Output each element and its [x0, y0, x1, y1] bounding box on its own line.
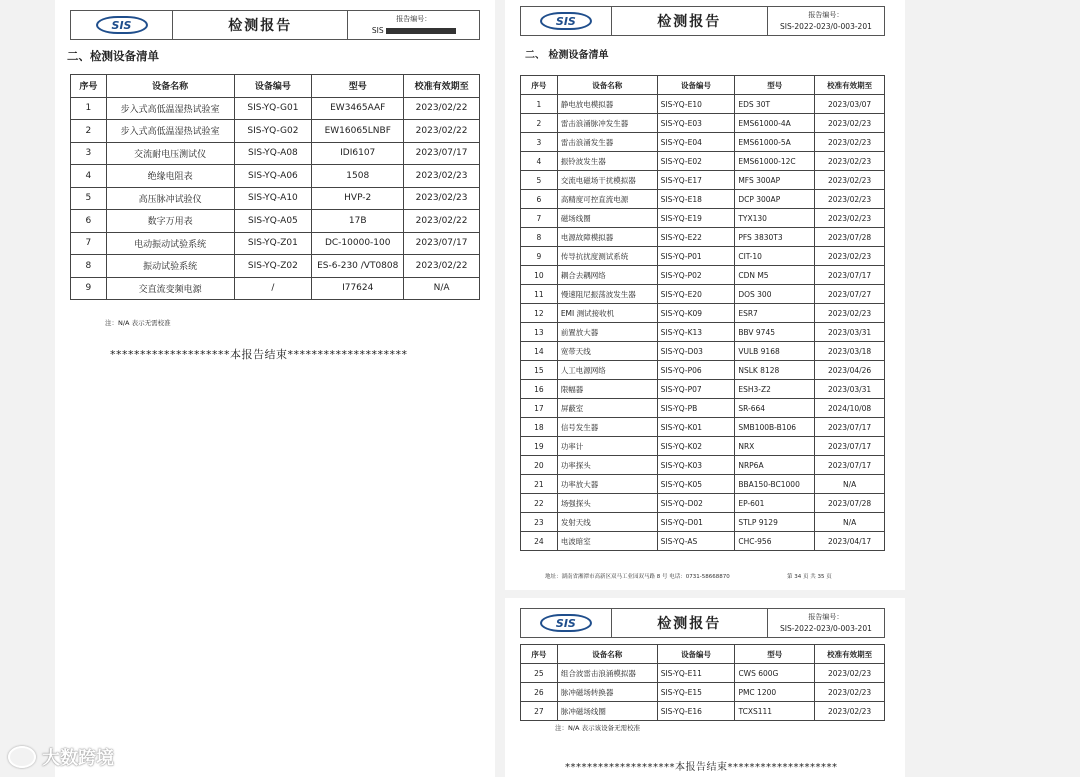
table-row: [521, 513, 885, 532]
column-header: 型号: [735, 76, 815, 95]
sis-logo: SIS: [71, 11, 173, 39]
table-row: [521, 380, 885, 399]
equipment-id-cell: SIS-YQ-A10: [234, 187, 312, 210]
equipment-name-cell: 传导抗扰度测试系统: [557, 247, 657, 266]
row-index-cell: 20: [521, 456, 558, 475]
equipment-id-cell: SIS-YQ-K09: [657, 304, 735, 323]
model-cell: ES-6-230 /VT0808: [312, 255, 404, 278]
table-row: [521, 342, 885, 361]
equipment-id-cell: SIS-YQ-E18: [657, 190, 735, 209]
equipment-id-cell: SIS-YQ-Z02: [234, 255, 312, 278]
table-row: [71, 120, 480, 143]
row-index-cell: 10: [521, 266, 558, 285]
model-cell: EW3465AAF: [312, 97, 404, 120]
model-cell: TYX130: [735, 209, 815, 228]
row-index-cell: 14: [521, 342, 558, 361]
equipment-id-cell: SIS-YQ-G02: [234, 120, 312, 143]
column-header: 校准有效期至: [815, 645, 885, 664]
calibration-date-cell: 2023/03/31: [815, 323, 885, 342]
equipment-name-cell: 发射天线: [557, 513, 657, 532]
table-row: [521, 456, 885, 475]
equipment-id-cell: SIS-YQ-K03: [657, 456, 735, 475]
report-number: 报告编号： SIS: [348, 11, 479, 39]
calibration-date-cell: 2023/02/23: [815, 133, 885, 152]
model-cell: EMS61000-12C: [735, 152, 815, 171]
model-cell: PFS 3830T3: [735, 228, 815, 247]
row-index-cell: 6: [71, 210, 107, 233]
calibration-date-cell: 2023/02/23: [815, 247, 885, 266]
table-row: [521, 228, 885, 247]
row-index-cell: 26: [521, 683, 558, 702]
equipment-id-cell: SIS-YQ-P02: [657, 266, 735, 285]
model-cell: EMS61000-5A: [735, 133, 815, 152]
calibration-date-cell: 2023/02/22: [404, 210, 480, 233]
equipment-name-cell: 振动试验系统: [106, 255, 234, 278]
model-cell: ESR7: [735, 304, 815, 323]
column-header: 序号: [521, 645, 558, 664]
model-cell: EDS 30T: [735, 95, 815, 114]
footer-address: 地址：湖南省湘潭市高新区双马工业园双马路 8 号 电话：0731-58668870: [545, 574, 730, 580]
row-index-cell: 3: [521, 133, 558, 152]
row-index-cell: 25: [521, 664, 558, 683]
calibration-date-cell: 2023/02/23: [815, 152, 885, 171]
row-index-cell: 8: [521, 228, 558, 247]
model-cell: CHC-956: [735, 532, 815, 551]
model-cell: VULB 9168: [735, 342, 815, 361]
row-index-cell: 1: [521, 95, 558, 114]
equipment-table: [520, 75, 885, 551]
table-row: [71, 277, 480, 300]
table-row: [521, 190, 885, 209]
row-index-cell: 19: [521, 437, 558, 456]
table-row: [521, 361, 885, 380]
model-cell: HVP-2: [312, 187, 404, 210]
table-row: [521, 209, 885, 228]
row-index-cell: 2: [521, 114, 558, 133]
model-cell: BBV 9745: [735, 323, 815, 342]
calibration-date-cell: 2023/02/23: [404, 187, 480, 210]
equipment-id-cell: SIS-YQ-P01: [657, 247, 735, 266]
model-cell: CIT-10: [735, 247, 815, 266]
table-row: [521, 418, 885, 437]
report-title: 检测报告: [173, 11, 348, 39]
report-number: 报告编号： SIS-2022-023/0-003-201: [779, 613, 872, 633]
equipment-name-cell: 信号发生器: [557, 418, 657, 437]
row-index-cell: 5: [71, 187, 107, 210]
table-row: [521, 95, 885, 114]
model-cell: NRP6A: [735, 456, 815, 475]
report-page-2: [505, 0, 905, 590]
calibration-date-cell: 2023/02/23: [815, 702, 885, 721]
table-row: [71, 232, 480, 255]
table-row: [521, 133, 885, 152]
equipment-id-cell: SIS-YQ-A08: [234, 142, 312, 165]
table-row: [521, 494, 885, 513]
calibration-date-cell: 2023/07/28: [815, 494, 885, 513]
equipment-name-cell: 人工电源网络: [557, 361, 657, 380]
equipment-name-cell: 电波暗室: [557, 532, 657, 551]
equipment-id-cell: SIS-YQ-A06: [234, 165, 312, 188]
equipment-id-cell: SIS-YQ-K05: [657, 475, 735, 494]
model-cell: I77624: [312, 277, 404, 300]
row-index-cell: 8: [71, 255, 107, 278]
equipment-id-cell: SIS-YQ-E17: [657, 171, 735, 190]
equipment-name-cell: 限幅器: [557, 380, 657, 399]
model-cell: 1508: [312, 165, 404, 188]
table-row: [521, 171, 885, 190]
equipment-id-cell: SIS-YQ-E04: [657, 133, 735, 152]
column-header: 序号: [71, 75, 107, 98]
column-header: 序号: [521, 76, 558, 95]
equipment-id-cell: SIS-YQ-A05: [234, 210, 312, 233]
equipment-id-cell: SIS-YQ-D03: [657, 342, 735, 361]
table-row: [521, 702, 885, 721]
calibration-date-cell: 2023/02/22: [404, 255, 480, 278]
equipment-name-cell: 电源故障模拟器: [557, 228, 657, 247]
row-index-cell: 1: [71, 97, 107, 120]
calibration-date-cell: 2023/02/23: [815, 683, 885, 702]
equipment-id-cell: SIS-YQ-G01: [234, 97, 312, 120]
sis-logo: SIS: [521, 7, 612, 35]
equipment-id-cell: SIS-YQ-E11: [657, 664, 735, 683]
calibration-date-cell: 2023/02/23: [815, 209, 885, 228]
equipment-id-cell: SIS-YQ-E19: [657, 209, 735, 228]
model-cell: 17B: [312, 210, 404, 233]
row-index-cell: 7: [521, 209, 558, 228]
table-row: [521, 266, 885, 285]
calibration-date-cell: 2023/03/07: [815, 95, 885, 114]
calibration-date-cell: N/A: [815, 475, 885, 494]
model-cell: PMC 1200: [735, 683, 815, 702]
model-cell: EMS61000-4A: [735, 114, 815, 133]
table-row: [521, 437, 885, 456]
report-end: ********************本报告结束********************: [565, 762, 838, 773]
calibration-date-cell: 2023/07/27: [815, 285, 885, 304]
model-cell: DCP 300AP: [735, 190, 815, 209]
table-row: [521, 683, 885, 702]
equipment-table: [520, 644, 885, 721]
calibration-date-cell: 2023/03/31: [815, 380, 885, 399]
report-page-1: [55, 0, 495, 777]
section-title: 二、检测设备清单: [67, 49, 159, 63]
column-header: 设备名称: [106, 75, 234, 98]
table-row: [71, 142, 480, 165]
report-number: 报告编号： SIS-2022-023/0-003-201: [779, 11, 872, 31]
calibration-date-cell: 2023/02/23: [815, 664, 885, 683]
table-row: [71, 210, 480, 233]
calibration-date-cell: 2023/02/22: [404, 97, 480, 120]
calibration-date-cell: 2023/07/17: [404, 142, 480, 165]
equipment-id-cell: SIS-YQ-E16: [657, 702, 735, 721]
row-index-cell: 23: [521, 513, 558, 532]
report-header: [520, 608, 885, 638]
equipment-name-cell: 脉冲磁场线圈: [557, 702, 657, 721]
equipment-name-cell: 功率探头: [557, 456, 657, 475]
calibration-date-cell: 2023/07/17: [815, 437, 885, 456]
footer-page-number: 第 34 页 共 35 页: [787, 574, 832, 580]
model-cell: BBA150-BC1000: [735, 475, 815, 494]
table-row: [521, 114, 885, 133]
row-index-cell: 17: [521, 399, 558, 418]
table-row: [521, 532, 885, 551]
watermark-logo-icon: [8, 746, 36, 768]
watermark: 大数跨境: [8, 744, 114, 770]
column-header: 设备编号: [657, 645, 735, 664]
row-index-cell: 22: [521, 494, 558, 513]
calibration-date-cell: 2023/02/22: [404, 120, 480, 143]
equipment-name-cell: 前置放大器: [557, 323, 657, 342]
column-header: 型号: [312, 75, 404, 98]
equipment-name-cell: 绝缘电阻表: [106, 165, 234, 188]
row-index-cell: 9: [71, 277, 107, 300]
row-index-cell: 16: [521, 380, 558, 399]
equipment-id-cell: SIS-YQ-E22: [657, 228, 735, 247]
equipment-name-cell: 步入式高低温湿热试验室: [106, 120, 234, 143]
equipment-name-cell: EMI 测试接收机: [557, 304, 657, 323]
row-index-cell: 4: [71, 165, 107, 188]
equipment-name-cell: 磁场线圈: [557, 209, 657, 228]
equipment-id-cell: SIS-YQ-P07: [657, 380, 735, 399]
report-header: [520, 6, 885, 36]
column-header: 型号: [735, 645, 815, 664]
model-cell: NSLK 8128: [735, 361, 815, 380]
report-title: 检测报告: [612, 7, 768, 35]
equipment-id-cell: SIS-YQ-E20: [657, 285, 735, 304]
equipment-id-cell: SIS-YQ-E15: [657, 683, 735, 702]
equipment-name-cell: 交直流变频电源: [106, 277, 234, 300]
equipment-name-cell: 屏蔽室: [557, 399, 657, 418]
row-index-cell: 4: [521, 152, 558, 171]
calibration-date-cell: N/A: [815, 513, 885, 532]
report-end: ********************本报告结束********************: [110, 348, 408, 361]
row-index-cell: 12: [521, 304, 558, 323]
model-cell: SMB100B-B106: [735, 418, 815, 437]
equipment-id-cell: SIS-YQ-D02: [657, 494, 735, 513]
note: 注：N/A 表示无需校准: [105, 319, 171, 327]
model-cell: IDI6107: [312, 142, 404, 165]
report-title: 检测报告: [612, 609, 768, 637]
calibration-date-cell: 2023/04/26: [815, 361, 885, 380]
calibration-date-cell: 2023/04/17: [815, 532, 885, 551]
model-cell: MFS 300AP: [735, 171, 815, 190]
row-index-cell: 5: [521, 171, 558, 190]
calibration-date-cell: 2023/02/23: [815, 304, 885, 323]
calibration-date-cell: 2023/07/28: [815, 228, 885, 247]
equipment-id-cell: SIS-YQ-D01: [657, 513, 735, 532]
model-cell: SR-664: [735, 399, 815, 418]
table-row: [71, 187, 480, 210]
calibration-date-cell: 2023/07/17: [815, 266, 885, 285]
equipment-id-cell: SIS-YQ-PB: [657, 399, 735, 418]
calibration-date-cell: 2023/07/17: [815, 456, 885, 475]
equipment-name-cell: 耦合去耦网络: [557, 266, 657, 285]
equipment-name-cell: 高压脉冲试验仪: [106, 187, 234, 210]
column-header: 设备编号: [234, 75, 312, 98]
row-index-cell: 2: [71, 120, 107, 143]
equipment-name-cell: 振铃波发生器: [557, 152, 657, 171]
equipment-id-cell: SIS-YQ-E10: [657, 95, 735, 114]
equipment-name-cell: 功率放大器: [557, 475, 657, 494]
equipment-id-cell: /: [234, 277, 312, 300]
calibration-date-cell: 2023/07/17: [815, 418, 885, 437]
table-row: [521, 475, 885, 494]
table-row: [71, 97, 480, 120]
equipment-name-cell: 交流电磁场干扰模拟器: [557, 171, 657, 190]
row-index-cell: 21: [521, 475, 558, 494]
row-index-cell: 15: [521, 361, 558, 380]
model-cell: EP-601: [735, 494, 815, 513]
column-header: 设备编号: [657, 76, 735, 95]
equipment-name-cell: 步入式高低温湿热试验室: [106, 97, 234, 120]
equipment-name-cell: 雷击浪涌发生器: [557, 133, 657, 152]
equipment-id-cell: SIS-YQ-K13: [657, 323, 735, 342]
column-header: 设备名称: [557, 645, 657, 664]
calibration-date-cell: 2023/02/23: [815, 171, 885, 190]
model-cell: NRX: [735, 437, 815, 456]
row-index-cell: 9: [521, 247, 558, 266]
table-row: [71, 255, 480, 278]
table-row: [71, 165, 480, 188]
equipment-name-cell: 脉冲磁场转换器: [557, 683, 657, 702]
sis-logo: SIS: [521, 609, 612, 637]
table-row: [521, 304, 885, 323]
section-title: 二、 检测设备清单: [525, 50, 609, 61]
column-header: 设备名称: [557, 76, 657, 95]
equipment-name-cell: 高精度可控直流电源: [557, 190, 657, 209]
row-index-cell: 7: [71, 232, 107, 255]
table-row: [521, 664, 885, 683]
equipment-name-cell: 慢速阻尼振荡波发生器: [557, 285, 657, 304]
row-index-cell: 27: [521, 702, 558, 721]
row-index-cell: 6: [521, 190, 558, 209]
model-cell: CDN M5: [735, 266, 815, 285]
report-page-3: [505, 598, 905, 777]
calibration-date-cell: 2023/02/23: [404, 165, 480, 188]
model-cell: EW16065LNBF: [312, 120, 404, 143]
table-row: [521, 152, 885, 171]
model-cell: TCXS111: [735, 702, 815, 721]
row-index-cell: 13: [521, 323, 558, 342]
calibration-date-cell: N/A: [404, 277, 480, 300]
model-cell: STLP 9129: [735, 513, 815, 532]
report-header: [70, 10, 480, 40]
model-cell: DOS 300: [735, 285, 815, 304]
equipment-id-cell: SIS-YQ-Z01: [234, 232, 312, 255]
table-row: [521, 247, 885, 266]
equipment-id-cell: SIS-YQ-P06: [657, 361, 735, 380]
equipment-table: [70, 74, 480, 300]
row-index-cell: 24: [521, 532, 558, 551]
table-row: [521, 323, 885, 342]
model-cell: ESH3-Z2: [735, 380, 815, 399]
note: 注：N/A 表示该设备无需校准: [555, 724, 641, 732]
model-cell: DC-10000-100: [312, 232, 404, 255]
row-index-cell: 18: [521, 418, 558, 437]
equipment-name-cell: 静电放电模拟器: [557, 95, 657, 114]
equipment-name-cell: 场强探头: [557, 494, 657, 513]
row-index-cell: 3: [71, 142, 107, 165]
equipment-name-cell: 数字万用表: [106, 210, 234, 233]
equipment-id-cell: SIS-YQ-E02: [657, 152, 735, 171]
calibration-date-cell: 2023/02/23: [815, 190, 885, 209]
column-header: 校准有效期至: [815, 76, 885, 95]
equipment-id-cell: SIS-YQ-AS: [657, 532, 735, 551]
equipment-name-cell: 组合波雷击浪涌模拟器: [557, 664, 657, 683]
model-cell: CWS 600G: [735, 664, 815, 683]
column-header: 校准有效期至: [404, 75, 480, 98]
calibration-date-cell: 2023/02/23: [815, 114, 885, 133]
calibration-date-cell: 2023/03/18: [815, 342, 885, 361]
calibration-date-cell: 2024/10/08: [815, 399, 885, 418]
equipment-id-cell: SIS-YQ-K01: [657, 418, 735, 437]
calibration-date-cell: 2023/07/17: [404, 232, 480, 255]
equipment-id-cell: SIS-YQ-K02: [657, 437, 735, 456]
equipment-name-cell: 功率计: [557, 437, 657, 456]
table-row: [521, 285, 885, 304]
equipment-name-cell: 电动振动试验系统: [106, 232, 234, 255]
equipment-name-cell: 雷击浪涌脉冲发生器: [557, 114, 657, 133]
equipment-name-cell: 交流耐电压测试仪: [106, 142, 234, 165]
table-row: [521, 399, 885, 418]
equipment-name-cell: 宽带天线: [557, 342, 657, 361]
equipment-id-cell: SIS-YQ-E03: [657, 114, 735, 133]
row-index-cell: 11: [521, 285, 558, 304]
